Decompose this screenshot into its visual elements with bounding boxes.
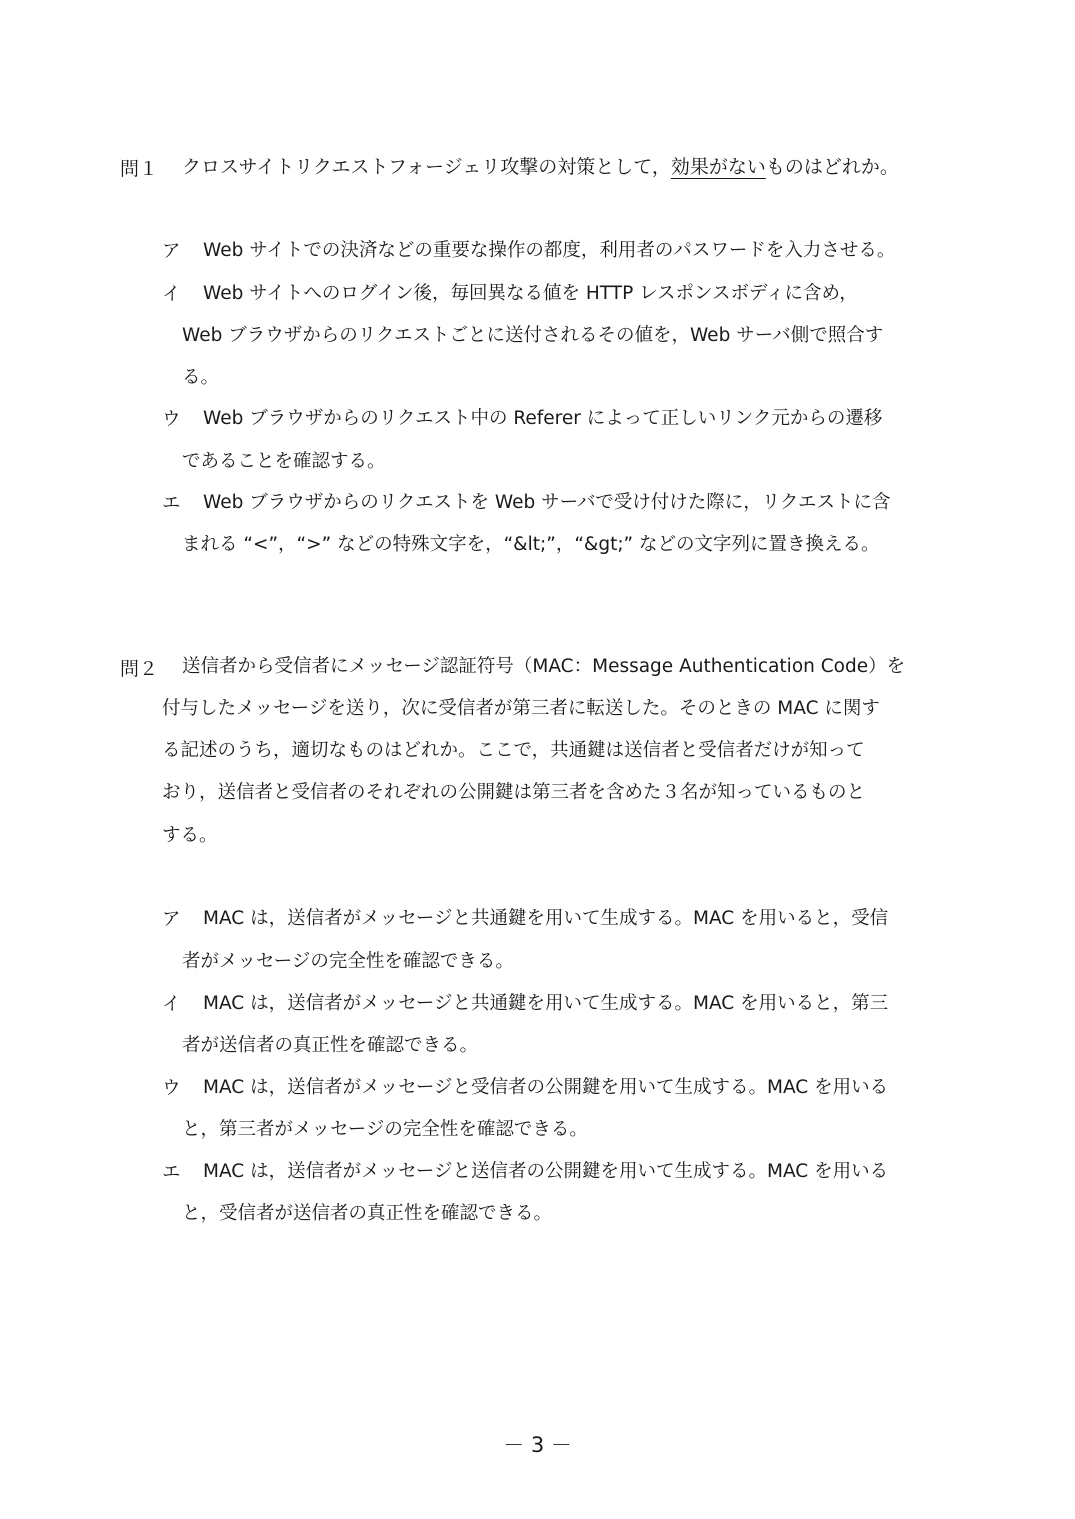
q1-choice-e-line: まれる “<”，“>” などの特殊文字を，“&lt;”，“&gt;” などの文字列に置き換える。: [182, 534, 880, 555]
question-1-stem-text: クロスサイトリクエストフォージェリ攻撃の対策として，: [182, 156, 671, 178]
q2-choice-e-line: と，受信者が送信者の真正性を確認できる。: [182, 1203, 553, 1224]
question-1-stem: [182, 158, 899, 177]
question-2-number: 問２: [120, 658, 159, 680]
q1-choice-e-marker: エ: [162, 493, 181, 514]
q1-choice-i-line: Web ブラウザからのリクエストごとに送付されるその値を，Web サーバ側で照合す: [182, 325, 884, 346]
question-1-stem-emphasis: 効果がない: [670, 156, 766, 178]
q2-choice-a-line: MAC は，送信者がメッセージと共通鍵を用いて生成する。MAC を用いると，受信: [203, 908, 889, 929]
question-2-stem-line: る記述のうち，適切なものはどれか。ここで，共通鍵は送信者と受信者だけが知って: [162, 740, 865, 761]
q1-choice-a-line: Web サイトでの決済などの重要な操作の都度，利用者のパスワードを入力させる。: [203, 240, 896, 261]
q1-choice-a-marker: ア: [162, 241, 181, 262]
question-2-stem-line: 付与したメッセージを送り，次に受信者が第三者に転送した。そのときの MAC に関す: [162, 698, 880, 719]
page-number: － 3 －: [503, 1433, 572, 1457]
question-1-number: 問１: [120, 158, 159, 180]
question-2-stem-line: おり，送信者と受信者のそれぞれの公開鍵は第三者を含めた３名が知っているものと: [162, 782, 866, 803]
q1-choice-i-marker: イ: [162, 284, 181, 305]
q1-choice-i-line: る。: [182, 367, 220, 388]
question-1-stem-tail: ものはどれか。: [765, 156, 899, 178]
q2-choice-i-line: MAC は，送信者がメッセージと共通鍵を用いて生成する。MAC を用いると，第三: [203, 993, 889, 1014]
q2-choice-u-line: MAC は，送信者がメッセージと受信者の公開鍵を用いて生成する。MAC を用いる: [203, 1077, 889, 1098]
q1-choice-u-line: であることを確認する。: [182, 451, 386, 472]
q1-choice-u-marker: ウ: [162, 409, 181, 430]
q2-choice-i-line: 者が送信者の真正性を確認できる。: [182, 1035, 479, 1056]
q2-choice-u-marker: ウ: [162, 1078, 181, 1099]
question-2-stem-line: 送信者から受信者にメッセージ認証符号（MAC：Message Authentication Code）を: [182, 656, 906, 677]
q2-choice-e-marker: エ: [162, 1162, 181, 1183]
q2-choice-a-marker: ア: [162, 909, 181, 930]
q2-choice-e-line: MAC は，送信者がメッセージと送信者の公開鍵を用いて生成する。MAC を用いる: [203, 1161, 889, 1182]
q1-choice-e-line: Web ブラウザからのリクエストを Web サーバで受け付けた際に，リクエストに含: [203, 492, 891, 513]
q2-choice-u-line: と，第三者がメッセージの完全性を確認できる。: [182, 1119, 588, 1140]
question-2-stem-line: する。: [162, 825, 218, 846]
q1-choice-u-line: Web ブラウザからのリクエスト中の Referer によって正しいリンク元からの遷移: [203, 408, 883, 429]
q2-choice-i-marker: イ: [162, 994, 181, 1015]
q1-choice-i-line: Web サイトへのログイン後，毎回異なる値を HTTP レスポンスボディに含め，: [203, 283, 858, 304]
q2-choice-a-line: 者がメッセージの完全性を確認できる。: [182, 951, 514, 972]
